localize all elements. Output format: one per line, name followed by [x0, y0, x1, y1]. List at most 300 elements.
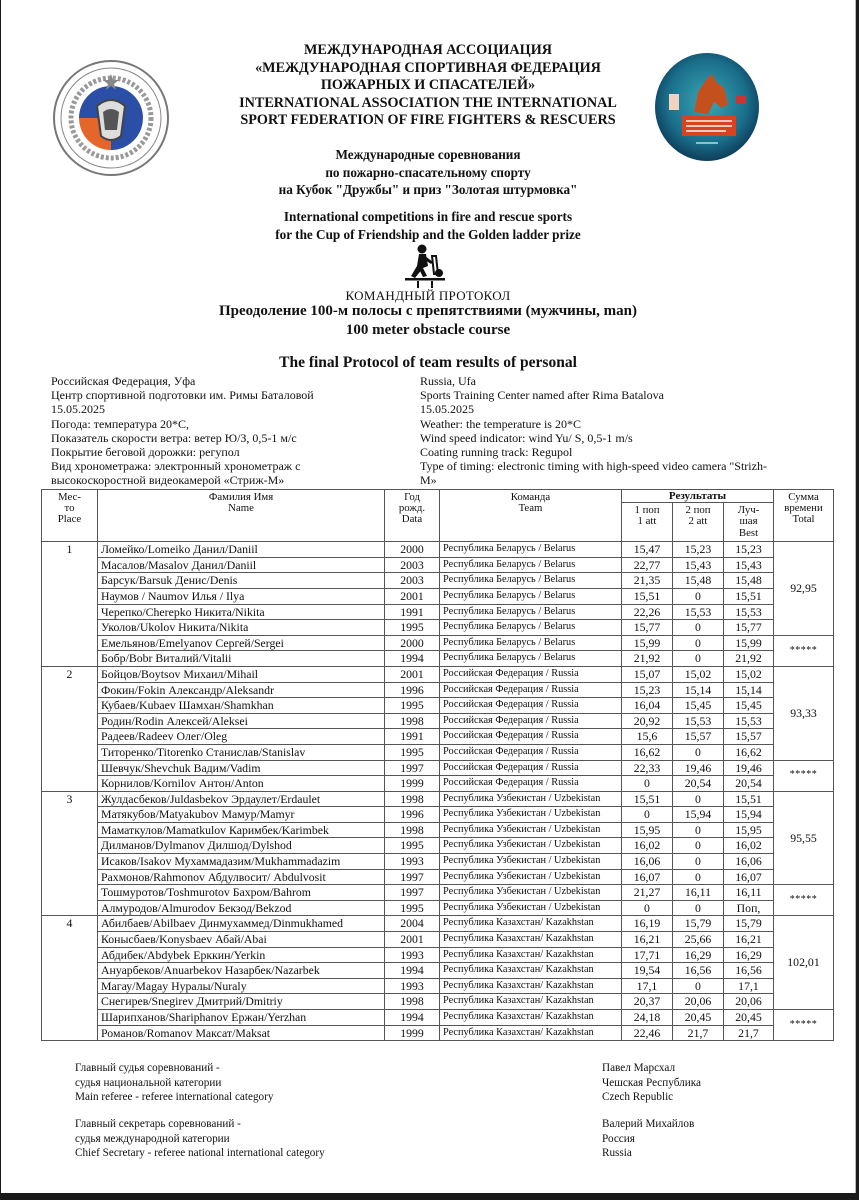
competition-line: Международные соревнования: [335, 147, 521, 162]
attempt-1: 20,92: [622, 713, 673, 729]
athlete-name: Магау/Magay Нуралы/Nuraly: [98, 978, 385, 994]
attempt-1: 15,77: [622, 620, 673, 636]
sign-line: судья международной категории: [75, 1132, 230, 1145]
birth-year: 1995: [385, 620, 440, 636]
attempt-2: 0: [673, 822, 724, 838]
athlete-name: Алмуродов/Almurodov Бекзод/Bekzod: [98, 900, 385, 916]
final-protocol-title: The final Protocol of team results of personal: [279, 354, 577, 371]
attempt-2: 15,53: [673, 713, 724, 729]
assoc-line: INTERNATIONAL ASSOCIATION THE INTERNATIONAL: [239, 94, 617, 111]
attempt-1: 15,51: [622, 791, 673, 807]
best-time: 16,21: [724, 932, 774, 948]
athlete-name: Родин/Rodin Алексей/Aleksei: [98, 713, 385, 729]
best-time: 15,99: [724, 635, 774, 651]
table-row: [42, 869, 834, 885]
attempt-2: 15,94: [673, 807, 724, 823]
attempt-1: 0: [622, 807, 673, 823]
header-text: 1 поп: [634, 504, 660, 517]
team-name: Республика Беларусь / Belarus: [440, 542, 622, 558]
team-name: Республика Казахстан/ Kazakhstan: [440, 1010, 622, 1026]
col-header-name: [98, 490, 385, 542]
sign-line: судья национальной категории: [75, 1076, 222, 1089]
best-time: 15,53: [724, 713, 774, 729]
col-header-results: Результаты: [622, 490, 774, 503]
assoc-line: SPORT FEDERATION OF FIRE FIGHTERS & RESCUERS: [240, 112, 616, 128]
team-name: Республика Узбекистан / Uzbekistan: [440, 807, 622, 823]
sign-line: Czech Republic: [602, 1091, 674, 1103]
attempt-2: 15,79: [673, 916, 724, 932]
attempt-1: 16,07: [622, 869, 673, 885]
header-text: Total: [792, 513, 815, 526]
athlete-name: Абдибек/Abdybek Ерккин/Yerkin: [98, 947, 385, 963]
team-name: Республика Беларусь / Belarus: [440, 620, 622, 636]
attempt-2: 0: [673, 838, 724, 854]
attempt-1: 22,46: [622, 1025, 673, 1041]
athlete-name: Радеев/Radeev Олег/Oleg: [98, 729, 385, 745]
best-time: 16,11: [724, 885, 774, 901]
birth-year: 2000: [385, 542, 440, 558]
header-text: 2 att: [688, 515, 708, 528]
place-cell: 4: [42, 916, 98, 1041]
best-time: 15,94: [724, 807, 774, 823]
best-time: 15,48: [724, 573, 774, 589]
birth-year: 1994: [385, 963, 440, 979]
header-text: шая: [739, 515, 758, 528]
birth-year: 2004: [385, 916, 440, 932]
info-line: 15.05.2025: [51, 402, 105, 417]
col-header-att2: [673, 503, 724, 542]
table-row: [42, 854, 834, 870]
col-header-year: [385, 490, 440, 542]
table-row: [42, 807, 834, 823]
athlete-name: Маматкулов/Mamatkulov Каримбек/Karimbek: [98, 822, 385, 838]
best-time: 15,51: [724, 791, 774, 807]
results-body: [42, 542, 834, 1041]
header-text: времени: [784, 502, 823, 515]
team-name: Республика Беларусь / Belarus: [440, 588, 622, 604]
attempt-1: 16,21: [622, 932, 673, 948]
birth-year: 1994: [385, 651, 440, 667]
table-row: [42, 744, 834, 760]
table-row: [42, 994, 834, 1010]
best-time: 20,45: [724, 1010, 774, 1026]
attempt-1: 15,07: [622, 666, 673, 682]
info-line: Weather: the temperature is 20*C: [420, 416, 581, 431]
attempt-1: 16,06: [622, 854, 673, 870]
header-text: Best: [738, 526, 759, 539]
protocol-page: [1, 0, 856, 1193]
table-row: [42, 588, 834, 604]
table-row: [42, 760, 834, 776]
attempt-1: 17,71: [622, 947, 673, 963]
attempt-1: 15,95: [622, 822, 673, 838]
competition-line: International competitions in fire and rescue sports: [283, 209, 573, 224]
attempt-1: 15,51: [622, 588, 673, 604]
team-total: 93,33: [774, 666, 834, 760]
birth-year: 1995: [385, 698, 440, 714]
header-text: Луч-: [737, 504, 760, 517]
athlete-name: Корнилов/Kornilov Антон/Anton: [98, 776, 385, 792]
athlete-name: Исаков/Isakov Мухаммадазим/Mukhammadazim: [98, 854, 385, 870]
info-line: Type of timing: electronic timing with high-speed video camera "Strizh-: [420, 459, 767, 474]
main-referee-person: [602, 1061, 701, 1105]
attempt-2: 20,54: [673, 776, 724, 792]
table-row: [42, 822, 834, 838]
assoc-line: «МЕЖДУНАРОДНАЯ СПОРТИВНАЯ ФЕДЕРАЦИЯ: [255, 59, 601, 76]
attempt-2: 20,45: [673, 1010, 724, 1026]
birth-year: 2001: [385, 666, 440, 682]
attempt-2: 0: [673, 635, 724, 651]
attempt-1: 22,33: [622, 760, 673, 776]
table-row: [42, 698, 834, 714]
table-row: [42, 963, 834, 979]
birth-year: 1995: [385, 744, 440, 760]
non-scoring-marker: *****: [774, 885, 834, 916]
table-row: [42, 838, 834, 854]
team-name: Российская Федерация / Russia: [440, 713, 622, 729]
sign-line: Chief Secretary - referee national international category: [75, 1147, 325, 1159]
best-time: 15,79: [724, 916, 774, 932]
birth-year: 1998: [385, 822, 440, 838]
attempt-2: 15,43: [673, 557, 724, 573]
attempt-2: 19,46: [673, 760, 724, 776]
team-name: Российская Федерация / Russia: [440, 744, 622, 760]
table-row: [42, 620, 834, 636]
header-text: 2 поп: [685, 504, 711, 517]
table-row: [42, 542, 834, 558]
attempt-2: 15,45: [673, 698, 724, 714]
athlete-name: Наумов / Naumov Илья / Ilya: [98, 588, 385, 604]
info-line: Sports Training Center named after Rima Batalova: [420, 388, 664, 403]
team-name: Республика Беларусь / Belarus: [440, 604, 622, 620]
best-time: 15,14: [724, 682, 774, 698]
attempt-1: 21,92: [622, 651, 673, 667]
attempt-1: 15,47: [622, 542, 673, 558]
best-time: 21,92: [724, 651, 774, 667]
chief-secretary-role: [75, 1117, 325, 1161]
col-header-total: [774, 490, 834, 542]
birth-year: 1998: [385, 713, 440, 729]
header-text: Мес-: [58, 491, 81, 503]
header-text: Сумма: [788, 491, 819, 503]
obstacle-course-pictogram-icon: [401, 244, 449, 288]
best-time: 15,77: [724, 620, 774, 636]
best-time: 16,62: [724, 744, 774, 760]
athlete-name: Титоренко/Titorenko Станислав/Stanislav: [98, 744, 385, 760]
attempt-2: 15,48: [673, 573, 724, 589]
best-time: 15,53: [724, 604, 774, 620]
info-line: 15.05.2025: [420, 402, 474, 417]
sign-line: Россия: [602, 1132, 635, 1145]
event-info-ru: [51, 374, 391, 488]
attempt-2: 0: [673, 620, 724, 636]
best-time: Поп,: [724, 900, 774, 916]
attempt-1: 17,1: [622, 978, 673, 994]
attempt-1: 16,02: [622, 838, 673, 854]
attempt-2: 0: [673, 744, 724, 760]
team-name: Российская Федерация / Russia: [440, 698, 622, 714]
attempt-2: 0: [673, 869, 724, 885]
best-time: 16,02: [724, 838, 774, 854]
sign-line: Russia: [602, 1147, 632, 1159]
birth-year: 1995: [385, 900, 440, 916]
birth-year: 1996: [385, 807, 440, 823]
table-row: [42, 900, 834, 916]
sign-line: Главный судья соревнований -: [75, 1062, 220, 1074]
attempt-1: 0: [622, 776, 673, 792]
info-line: Wind speed indicator: wind Yu/ S, 0,5-1 m/s: [420, 430, 633, 445]
sign-line: Валерий Михайлов: [602, 1118, 695, 1130]
team-name: Республика Узбекистан / Uzbekistan: [440, 791, 622, 807]
attempt-1: 0: [622, 900, 673, 916]
team-name: Республика Узбекистан / Uzbekistan: [440, 838, 622, 854]
table-row: [42, 1010, 834, 1026]
info-line: M»: [420, 473, 437, 488]
athlete-name: Емельянов/Emelyanov Сергей/Sergei: [98, 635, 385, 651]
athlete-name: Бойцов/Boytsov Михаил/Mihail: [98, 666, 385, 682]
header-text: то: [64, 502, 75, 515]
team-name: Республика Казахстан/ Kazakhstan: [440, 932, 622, 948]
best-time: 21,7: [724, 1025, 774, 1041]
assoc-line: МЕЖДУНАРОДНАЯ АССОЦИАЦИЯ: [304, 42, 552, 58]
team-name: Республика Беларусь / Belarus: [440, 651, 622, 667]
table-row: [42, 729, 834, 745]
info-line: Russia, Ufa: [420, 374, 476, 388]
athlete-name: Масалов/Masalov Данил/Daniil: [98, 557, 385, 573]
birth-year: 2003: [385, 573, 440, 589]
best-time: 16,56: [724, 963, 774, 979]
attempt-2: 16,56: [673, 963, 724, 979]
attempt-2: 0: [673, 651, 724, 667]
table-row: [42, 666, 834, 682]
best-time: 15,95: [724, 822, 774, 838]
table-row: [42, 885, 834, 901]
table-row: [42, 947, 834, 963]
athlete-name: Ломейко/Lomeiko Данил/Daniil: [98, 542, 385, 558]
attempt-1: 19,54: [622, 963, 673, 979]
discipline-en: 100 meter obstacle course: [345, 322, 511, 338]
attempt-2: 0: [673, 588, 724, 604]
birth-year: 1996: [385, 682, 440, 698]
athlete-name: Бобр/Bobr Виталий/Vitalii: [98, 651, 385, 667]
athlete-name: Шарипханов/Shariphanov Ержан/Yerzhan: [98, 1010, 385, 1026]
athlete-name: Барсук/Barsuk Денис/Denis: [98, 573, 385, 589]
attempt-2: 21,7: [673, 1025, 724, 1041]
attempt-1: 15,99: [622, 635, 673, 651]
attempt-1: 24,18: [622, 1010, 673, 1026]
non-scoring-marker: *****: [774, 760, 834, 791]
team-name: Республика Беларусь / Belarus: [440, 557, 622, 573]
info-line: Вид хронометража: электронный хронометраж с: [51, 459, 301, 474]
attempt-2: 16,29: [673, 947, 724, 963]
table-row: [42, 573, 834, 589]
athlete-name: Жулдасбеков/Juldasbekov Эрдаулет/Erdaulet: [98, 791, 385, 807]
table-row: [42, 682, 834, 698]
attempt-2: 20,06: [673, 994, 724, 1010]
attempt-1: 16,19: [622, 916, 673, 932]
info-line: Погода: температура 20*С,: [51, 416, 190, 431]
athlete-name: Кубаев/Kubaev Шамхан/Shamkhan: [98, 698, 385, 714]
team-name: Республика Казахстан/ Kazakhstan: [440, 947, 622, 963]
best-time: 20,54: [724, 776, 774, 792]
info-line: Показатель скорости ветра: ветер Ю/З, 0,5-1 м/с: [51, 430, 297, 445]
team-name: Республика Узбекистан / Uzbekistan: [440, 885, 622, 901]
attempt-2: 0: [673, 978, 724, 994]
chief-secretary-person: [602, 1117, 694, 1161]
table-row: [42, 557, 834, 573]
attempt-2: 0: [673, 791, 724, 807]
table-row: [42, 651, 834, 667]
place-cell: 2: [42, 666, 98, 791]
attempt-2: 15,53: [673, 604, 724, 620]
athlete-name: Уколов/Ukolov Никита/Nikita: [98, 620, 385, 636]
birth-year: 2003: [385, 557, 440, 573]
team-name: Республика Беларусь / Belarus: [440, 635, 622, 651]
birth-year: 2000: [385, 635, 440, 651]
attempt-2: 15,14: [673, 682, 724, 698]
results-table: [41, 489, 834, 1041]
team-name: Республика Узбекистан / Uzbekistan: [440, 900, 622, 916]
discipline-ru: Преодоление 100-м полосы с препятствиями (мужчины, man): [219, 303, 637, 319]
athlete-name: Снегирев/Snegirev Дмитрий/Dmitriy: [98, 994, 385, 1010]
athlete-name: Фокин/Fokin Александр/Aleksandr: [98, 682, 385, 698]
table-row: [42, 1025, 834, 1041]
place-cell: 1: [42, 542, 98, 667]
table-row: [42, 916, 834, 932]
sign-line: Main referee - referee international category: [75, 1091, 274, 1103]
best-time: 15,45: [724, 698, 774, 714]
attempt-1: 16,04: [622, 698, 673, 714]
header-text: рожд.: [398, 502, 426, 515]
header-text: Год: [404, 491, 420, 503]
birth-year: 1991: [385, 729, 440, 745]
team-name: Республика Узбекистан / Uzbekistan: [440, 822, 622, 838]
table-row: [42, 776, 834, 792]
header-text: Team: [518, 502, 543, 515]
attempt-2: 0: [673, 854, 724, 870]
best-time: 19,46: [724, 760, 774, 776]
attempt-1: 22,77: [622, 557, 673, 573]
table-header-row: [42, 490, 834, 503]
attempt-1: 16,62: [622, 744, 673, 760]
table-row: [42, 791, 834, 807]
info-line: Coating running track: Regupol: [420, 445, 573, 460]
discipline-title: [1, 302, 855, 340]
table-row: [42, 635, 834, 651]
association-heading: [1, 42, 855, 130]
header-text: Name: [228, 502, 254, 515]
attempt-2: 0: [673, 900, 724, 916]
competition-line: по пожарно-спасательному спорту: [325, 164, 531, 180]
best-time: 15,23: [724, 542, 774, 558]
team-total: 92,95: [774, 542, 834, 636]
sign-line: Главный секретарь соревнований -: [75, 1118, 241, 1130]
birth-year: 1993: [385, 978, 440, 994]
sign-line: Павел Марсхал: [602, 1062, 676, 1074]
team-name: Российская Федерация / Russia: [440, 729, 622, 745]
attempt-1: 15,6: [622, 729, 673, 745]
team-name: Российская Федерация / Russia: [440, 682, 622, 698]
info-line: Российская Федерация, Уфа: [51, 374, 196, 388]
athlete-name: Романов/Romanov Максат/Maksat: [98, 1025, 385, 1041]
place-cell: 3: [42, 791, 98, 916]
birth-year: 1998: [385, 994, 440, 1010]
athlete-name: Ануарбеков/Anuarbekov Назарбек/Nazarbek: [98, 963, 385, 979]
attempt-1: 21,35: [622, 573, 673, 589]
header-text: Команда: [510, 491, 551, 503]
birth-year: 1997: [385, 885, 440, 901]
attempt-1: 15,23: [622, 682, 673, 698]
birth-year: 2001: [385, 588, 440, 604]
header-text: 1 att: [637, 515, 657, 528]
athlete-name: Дилманов/Dylmanov Дилшод/Dylshod: [98, 838, 385, 854]
header-text: Data: [401, 513, 423, 526]
competition-line: for the Cup of Friendship and the Golden ladder prize: [275, 226, 581, 242]
assoc-line: ПОЖАРНЫХ И СПАСАТЕЛЕЙ»: [320, 77, 536, 93]
event-info-en: [420, 374, 800, 488]
best-time: 15,51: [724, 588, 774, 604]
competition-title-ru: [1, 146, 855, 199]
sign-line: Чешская Республика: [602, 1076, 701, 1089]
athlete-name: Конысбаев/Konysbaev Абай/Abai: [98, 932, 385, 948]
attempt-2: 15,02: [673, 666, 724, 682]
birth-year: 1991: [385, 604, 440, 620]
team-name: Республика Узбекистан / Uzbekistan: [440, 854, 622, 870]
team-name: Республика Казахстан/ Kazakhstan: [440, 978, 622, 994]
table-row: [42, 978, 834, 994]
non-scoring-marker: *****: [774, 635, 834, 666]
competition-line: на Кубок "Дружбы" и приз "Золотая штурмовка": [278, 182, 578, 197]
non-scoring-marker: *****: [774, 1010, 834, 1041]
team-name: Республика Казахстан/ Kazakhstan: [440, 1025, 622, 1041]
team-name: Республика Казахстан/ Kazakhstan: [440, 994, 622, 1010]
best-time: 16,29: [724, 947, 774, 963]
team-total: 102,01: [774, 916, 834, 1010]
best-time: 16,07: [724, 869, 774, 885]
birth-year: 2001: [385, 932, 440, 948]
team-name: Российская Федерация / Russia: [440, 666, 622, 682]
birth-year: 1999: [385, 776, 440, 792]
athlete-name: Черепко/Cherepko Никита/Nikita: [98, 604, 385, 620]
table-row: [42, 713, 834, 729]
col-header-att1: [622, 503, 673, 542]
athlete-name: Матякубов/Matyakubov Мамур/Mamyr: [98, 807, 385, 823]
header-text: Place: [57, 513, 82, 526]
attempt-1: 21,27: [622, 885, 673, 901]
birth-year: 1995: [385, 838, 440, 854]
team-total: 95,55: [774, 791, 834, 885]
table-row: [42, 932, 834, 948]
birth-year: 1999: [385, 1025, 440, 1041]
attempt-1: 20,37: [622, 994, 673, 1010]
birth-year: 1997: [385, 869, 440, 885]
best-time: 15,43: [724, 557, 774, 573]
birth-year: 1994: [385, 1010, 440, 1026]
team-name: Республика Казахстан/ Kazakhstan: [440, 916, 622, 932]
attempt-2: 15,57: [673, 729, 724, 745]
athlete-name: Абилбаев/Abilbaev Динмухаммед/Dinmukhamed: [98, 916, 385, 932]
attempt-1: 22,26: [622, 604, 673, 620]
competition-title-en: [1, 208, 855, 243]
team-name: Российская Федерация / Russia: [440, 776, 622, 792]
col-header-place: [42, 490, 98, 542]
best-time: 15,02: [724, 666, 774, 682]
best-time: 17,1: [724, 978, 774, 994]
team-name: Республика Казахстан/ Kazakhstan: [440, 963, 622, 979]
birth-year: 1997: [385, 760, 440, 776]
athlete-name: Шевчук/Shevchuk Вадим/Vadim: [98, 760, 385, 776]
athlete-name: Тошмуротов/Toshmurotov Бахром/Bahrom: [98, 885, 385, 901]
